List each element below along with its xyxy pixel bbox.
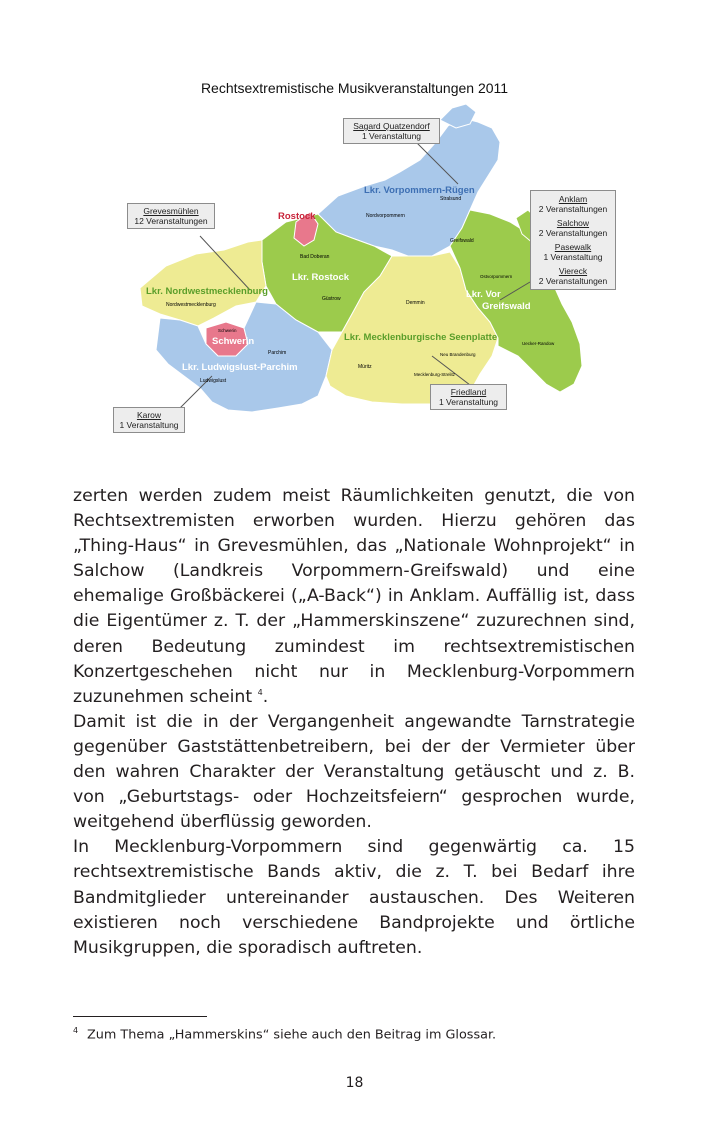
callout-count: 2 Veranstaltungen	[538, 228, 608, 238]
callout-count: 1 Veranstaltung	[438, 397, 499, 407]
town-mueritz: Müritz	[358, 364, 372, 370]
page-number: 18	[345, 1075, 364, 1091]
label-vorpommern-ruegen: Lkr. Vorpommern-Rügen	[364, 185, 475, 196]
town-nordvorpommern: Nordvorpommern	[366, 213, 405, 219]
label-ludwigslust-parchim: Lkr. Ludwigslust-Parchim	[182, 362, 298, 373]
town-parchim: Parchim	[268, 350, 287, 356]
footnote-number: 4	[73, 1026, 79, 1035]
callout-grevesmuehlen	[127, 203, 215, 229]
callout-friedland	[430, 384, 507, 410]
town-nordwestmecklenburg: Nordwestmecklenburg	[166, 302, 216, 308]
footnote-reference[interactable]: 4	[257, 687, 263, 697]
town-stralsund: Stralsund	[440, 196, 462, 202]
paragraph	[73, 484, 635, 710]
callout-count: 2 Veranstaltungen	[538, 204, 608, 214]
paragraph-text: zerten werden zudem meist Räumlichkeiten genutzt, die von Rechtsextremisten erworben wurden. Hierzu gehören das „Thing-Haus“ in Grevesmühlen, das „Nationale Wohnprojekt“ in Salchow (Landkreis Vorpommern-Greifswald) und eine ehemalige Großbäckerei („A-Back“) in Anklam. Auffällig ist, dass die Eigentümer z. T. der „Hammerskinszene“ zuzurechnen sind, deren Bedeutung zumindest im rechtsextremistischen Konzertgeschehen nicht nur in Mecklenburg-Vorpommern zuzunehmen scheint	[73, 486, 635, 707]
town-ludwigslust: Ludwigslust	[200, 378, 227, 384]
town-schwerin-small: Schwerin	[218, 328, 237, 333]
town-mecklenburg-strelitz: Mecklenburg-Strelitz	[414, 372, 456, 377]
label-seenplatte: Lkr. Mecklenburgische Seenplatte	[344, 332, 498, 343]
callout-place: Friedland	[450, 387, 487, 397]
town-neubrandenburg: Neu Brandenburg	[440, 352, 476, 357]
callout-count: 12 Veranstaltungen	[134, 216, 208, 226]
town-ostvorpommern: Ostvorpommern	[480, 274, 513, 279]
label-schwerin: Schwerin	[212, 336, 255, 347]
callout-entry	[534, 194, 612, 214]
callout-entry	[534, 218, 612, 238]
paragraph: In Mecklenburg-Vorpommern sind gegenwärtig ca. 15 rechtsextremistische Bands aktiv, die z. T. bei Bedarf ihre Bandmitglieder untereinander austauschen. Des Weiteren existieren noch verschiedene Bandprojekte und örtliche Musikgruppen, die sporadisch auftreten.	[73, 837, 635, 958]
region-nordwestmecklenburg	[140, 240, 266, 326]
callout-entry	[534, 266, 612, 286]
callout-entry	[534, 242, 612, 262]
label-nordwestmecklenburg: Lkr. Nordwestmecklenburg	[146, 286, 268, 297]
town-guestrow: Güstrow	[322, 296, 341, 302]
callout-east	[530, 190, 616, 290]
label-vorpommern-greifswald-b: Greifswald	[482, 301, 531, 312]
callout-place: Sagard Quatzendorf	[353, 121, 430, 131]
callout-count: 1 Veranstaltung	[543, 252, 603, 262]
callout-karow	[113, 407, 185, 433]
footnote-text: Zum Thema „Hammerskins“ siehe auch den Beitrag im Glossar.	[87, 1027, 497, 1043]
label-rostock-city: Rostock	[278, 211, 316, 222]
footnote-rule	[73, 1016, 207, 1017]
callout-count: 2 Veranstaltungen	[538, 276, 608, 286]
town-greifswald: Greifswald	[450, 238, 474, 244]
label-lkr-rostock: Lkr. Rostock	[292, 272, 350, 283]
paragraph: Damit ist die in der Vergangenheit angewandte Tarnstrategie gegenüber Gaststättenbetreibern, bei der der Vermieter über den wahren Charakter der Veranstaltung getäuscht und z. B. von „Geburtstags- oder Hochzeitsfeiern“ gesprochen wurde, weitgehend überflüssig geworden.	[73, 711, 635, 833]
town-uecker-randow: Uecker-Randow	[522, 341, 555, 346]
callout-place: Karow	[136, 410, 162, 420]
body-text	[73, 484, 635, 961]
footnote	[73, 1022, 635, 1044]
paragraph-end: .	[262, 686, 269, 707]
map-title: Rechtsextremistische Musikveranstaltungen 2011	[200, 80, 509, 96]
callout-place: Viereck	[558, 266, 588, 276]
town-bad-doberan: Bad Doberan	[300, 254, 330, 260]
callout-place: Anklam	[558, 194, 588, 204]
callout-count: 1 Veranstaltung	[119, 420, 179, 430]
callout-sagard	[343, 118, 440, 144]
callout-place: Salchow	[556, 218, 590, 228]
callout-place: Grevesmühlen	[143, 206, 199, 216]
callout-count: 1 Veranstaltung	[361, 131, 422, 141]
label-vorpommern-greifswald-a: Lkr. Vor	[466, 289, 501, 300]
town-demmin: Demmin	[406, 300, 425, 306]
callout-place: Pasewalk	[554, 242, 592, 252]
